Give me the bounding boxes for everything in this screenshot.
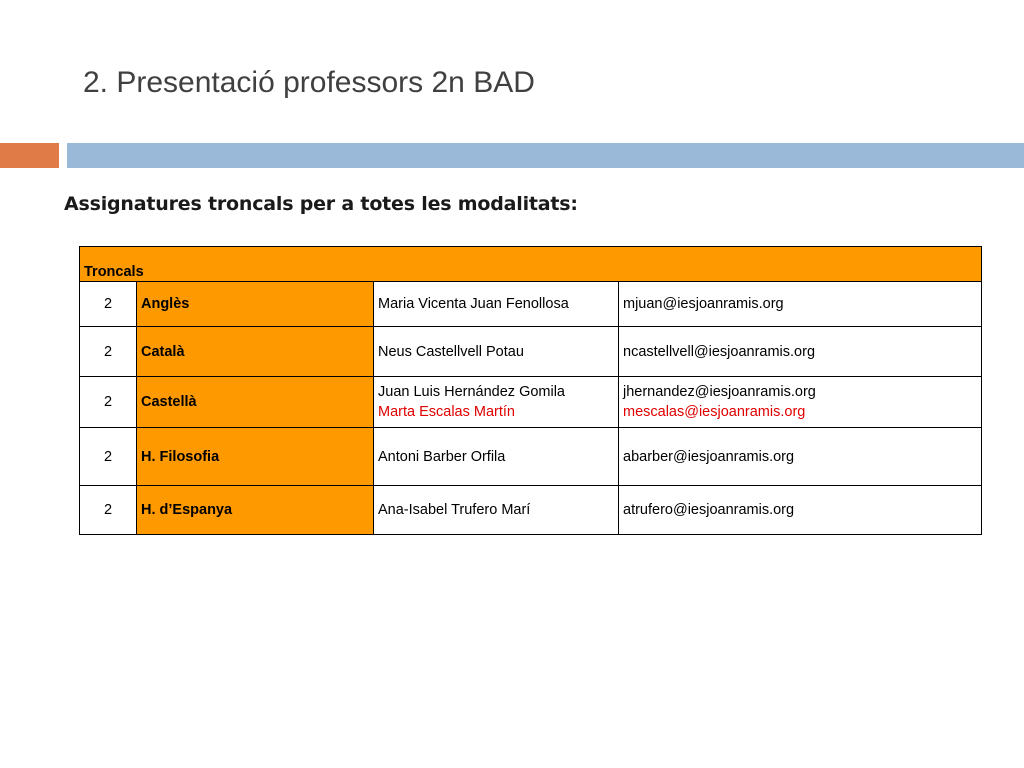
email-cell: abarber@iesjoanramis.org <box>619 428 982 486</box>
hours-cell: 2 <box>80 282 137 327</box>
subject-cell: Castellà <box>137 377 374 428</box>
table-row <box>80 428 982 486</box>
teacher-cell: Ana-Isabel Trufero Marí <box>374 486 619 535</box>
teachers-table <box>79 246 982 535</box>
hours-cell: 2 <box>80 377 137 428</box>
hours-cell: 2 <box>80 428 137 486</box>
teacher-cell <box>374 377 619 428</box>
table-header-troncals: Troncals <box>80 247 982 282</box>
subject-cell: Català <box>137 327 374 377</box>
email-cell: atrufero@iesjoanramis.org <box>619 486 982 535</box>
hours-cell: 2 <box>80 327 137 377</box>
accent-bar-orange <box>0 143 59 168</box>
teacher-email-secondary: mescalas@iesjoanramis.org <box>623 404 806 420</box>
email-cell <box>619 377 982 428</box>
table-row <box>80 282 982 327</box>
accent-bar-blue <box>67 143 1024 168</box>
teacher-cell: Maria Vicenta Juan Fenollosa <box>374 282 619 327</box>
teacher-cell: Antoni Barber Orfila <box>374 428 619 486</box>
subject-cell: Anglès <box>137 282 374 327</box>
teacher-cell: Neus Castellvell Potau <box>374 327 619 377</box>
table-row <box>80 486 982 535</box>
section-subtitle: Assignatures troncals per a totes les modalitats: <box>64 193 578 215</box>
table-row <box>80 327 982 377</box>
email-cell: ncastellvell@iesjoanramis.org <box>619 327 982 377</box>
table-row <box>80 377 982 428</box>
subject-cell: H. Filosofia <box>137 428 374 486</box>
teacher-email: jhernandez@iesjoanramis.org <box>623 384 816 400</box>
table-header-row <box>80 247 982 282</box>
subject-cell: H. d’Espanya <box>137 486 374 535</box>
teacher-name-secondary: Marta Escalas Martín <box>378 404 515 420</box>
hours-cell: 2 <box>80 486 137 535</box>
teacher-name: Juan Luis Hernández Gomila <box>378 384 565 400</box>
email-cell: mjuan@iesjoanramis.org <box>619 282 982 327</box>
slide-title: 2. Presentació professors 2n BAD <box>83 66 535 99</box>
